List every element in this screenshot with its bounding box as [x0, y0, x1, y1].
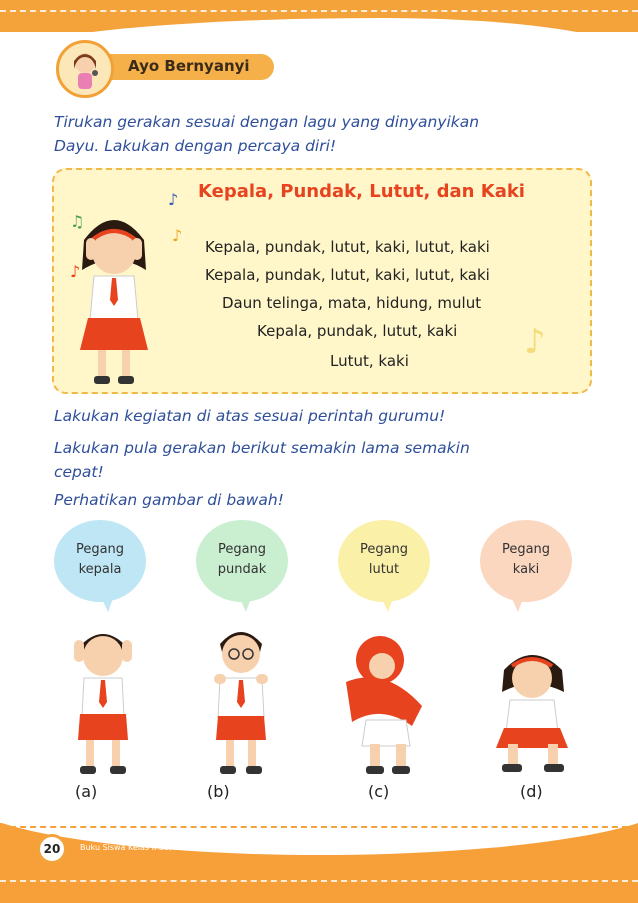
bubble-b-line-1: Pegang — [217, 542, 267, 557]
footer-book-title: Buku Siswa Kelas II SD/MI — [80, 843, 183, 852]
music-note-icon: ♪ — [172, 226, 183, 245]
bubble-b-line-2: pundak — [217, 562, 267, 577]
boy-holding-shoulders-illustration — [196, 616, 286, 780]
lyric-line-1: Kepala, pundak, lutut, kaki, lutut, kaki — [205, 238, 490, 256]
label-d: (d) — [520, 782, 543, 801]
page-number: 20 — [37, 834, 67, 864]
bubble-tail-d — [506, 590, 530, 614]
prompt-line-2a: Lakukan pula gerakan berikut semakin lama semakin — [54, 439, 470, 457]
music-note-icon: ♪ — [168, 190, 179, 209]
singing-girl-icon — [59, 43, 111, 95]
music-note-icon: ♪ — [524, 322, 546, 362]
bubble-c-line-1: Pegang — [359, 542, 409, 557]
bubble-tail-b — [234, 590, 258, 614]
section-title: Ayo Bernyanyi — [128, 57, 250, 75]
bubble-d-line-1: Pegang — [501, 542, 551, 557]
instruction-line-1: Tirukan gerakan sesuai dengan lagu yang dinyanyikan — [54, 113, 480, 131]
bubble-c-line-2: lutut — [368, 562, 400, 577]
label-c: (c) — [368, 782, 390, 801]
top-dashed-line — [0, 10, 638, 12]
bottom-dashed-line-2 — [0, 880, 638, 882]
music-note-icon: ♪ — [70, 262, 81, 281]
boy-holding-head-illustration — [58, 616, 148, 780]
lyric-line-4: Kepala, pundak, lutut, kaki — [257, 322, 458, 340]
label-b: (b) — [207, 782, 230, 801]
song-title: Kepala, Pundak, Lutut, dan Kaki — [198, 181, 525, 202]
prompt-line-2b: cepat! — [54, 463, 104, 481]
prompt-line-3: Perhatikan gambar di bawah! — [54, 491, 284, 509]
label-a: (a) — [75, 782, 98, 801]
bubble-d-line-2: kaki — [512, 562, 540, 577]
lyric-line-5: Lutut, kaki — [330, 352, 409, 370]
music-note-icon: ♫ — [70, 212, 85, 231]
lyric-line-2: Kepala, pundak, lutut, kaki, lutut, kaki — [205, 266, 490, 284]
girl-holding-feet-illustration — [484, 636, 584, 778]
bubble-tail-c — [376, 590, 400, 614]
singer-avatar — [56, 40, 114, 98]
bubble-tail-a — [96, 590, 120, 614]
prompt-line-1: Lakukan kegiatan di atas sesuai perintah gurumu! — [54, 407, 446, 425]
bubble-a-line-1: Pegang — [75, 542, 125, 557]
instruction-line-2: Dayu. Lakukan dengan percaya diri! — [54, 137, 337, 155]
lyric-line-3: Daun telinga, mata, hidung, mulut — [222, 294, 482, 312]
bubble-a-line-2: kepala — [78, 562, 122, 577]
bottom-decorative-band — [0, 823, 638, 903]
girl-holding-knees-illustration — [326, 626, 442, 778]
bottom-dashed-line — [0, 826, 638, 828]
